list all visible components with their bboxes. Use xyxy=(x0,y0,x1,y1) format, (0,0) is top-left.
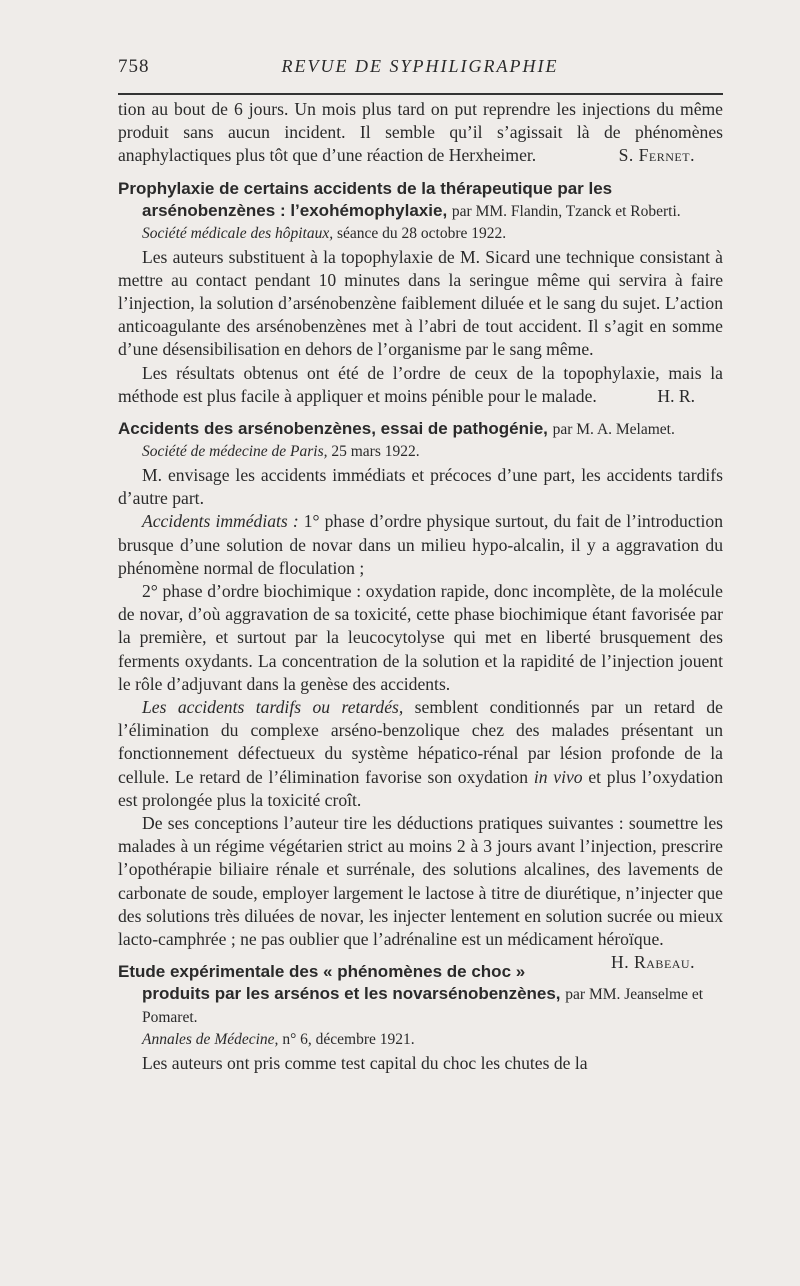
emphasis: in vivo xyxy=(533,766,583,787)
running-title: REVUE DE SYPHILIGRAPHIE xyxy=(281,56,559,76)
journal-name-2: Société de médecine de Paris, xyxy=(142,443,328,461)
article-authors-2: par M. A. Melamet. xyxy=(552,421,675,439)
signature-fernet: S. Fernet. xyxy=(618,145,695,166)
intro-text: tion au bout de 6 jours. Un mois plus tard on put reprendre les injections du même produit sans aucun incident. Il semble qu’il s’agissait là de phénomènes anaphylactiques plus tôt que d’une réaction de Herxheimer. xyxy=(118,99,723,166)
article-title-2-text: Accidents des arsénobenzènes, essai de pathogénie, xyxy=(118,419,548,439)
reference-date-1: séance du 28 octobre 1922. xyxy=(336,224,507,242)
page-header xyxy=(118,56,722,86)
article-title-1-text: Prophylaxie de certains accidents de la thérapeutique par les arsénobenzènes : l’exohémophylaxie, xyxy=(118,178,613,220)
journal-name-1: Société médicale des hôpitaux, xyxy=(142,224,334,242)
paragraph-text: Les résultats obtenus ont été de l’ordre de ceux de la topophylaxie, mais la méthode est plus facile à appliquer et moins pénible pour le malade. xyxy=(118,362,723,406)
journal-name-3: Annales de Médecine, xyxy=(142,1031,279,1049)
signature-hr: H. R. xyxy=(657,385,695,406)
intro-paragraph xyxy=(118,98,723,168)
reference-date-2: 25 mars 1922. xyxy=(331,443,420,461)
paragraph xyxy=(118,510,723,580)
paragraph-text: 1° phase d’ordre physique surtout, du fait de l’introduction brusque d’une solution de novar dans un milieu hypo-alcalin, il y a aggravation du phénomène normal de floculation ; xyxy=(118,511,723,578)
article-title-1 xyxy=(118,178,723,223)
article-authors-3: par MM. Jeanselme et Pomaret. xyxy=(142,986,704,1027)
paragraph-text: De ses conceptions l’auteur tire les déductions pratiques suivantes : soumettre les malades à un régime végétarien strict au moins 2 à 3 jours avant l’injection, prescrire l’opothérapie biliaire rénale et surrénale, des solutions alcalines, des lavements de carbonate de soude, employer largement le lactose à titre de diurétique, n’injecter que des solutions très diluées de novar, les injecter lentement en solution sucrée ou mieux lacto-camphrée ; ne pas oublier que l’adrénaline est un médicament héroïque. xyxy=(118,813,723,950)
article-reference-3 xyxy=(118,1029,723,1050)
paragraph: Les auteurs ont pris comme test capital du choc les chutes de la xyxy=(142,1053,588,1074)
article-title-3-text: Etude expérimentale des « phénomènes de choc » produits par les arsénos et les novarsénobenzènes, xyxy=(118,962,561,1004)
paragraph-text: et plus l’oxydation est prolongée plus la toxicité croît. xyxy=(118,766,723,810)
emphasis: Les accidents tardifs ou retardés, xyxy=(142,697,404,718)
paragraph xyxy=(118,362,723,408)
header-rule xyxy=(118,93,723,95)
article-title-2 xyxy=(118,418,723,441)
paragraph-text: semblent conditionnés par un retard de l’élimination du complexe arséno-benzolique chez des malades présentant un fonctionnement défectueux du système hépatico-rénal par lésion profonde de la cellule. Le retard de l’élimination favorise son oxydation xyxy=(118,697,723,787)
paragraph xyxy=(118,696,723,812)
page-body xyxy=(118,98,723,1076)
signature-rabeau: H. Rabeau. xyxy=(611,952,695,973)
emphasis: Accidents immédiats : xyxy=(142,511,299,532)
reference-date-3: n° 6, décembre 1921. xyxy=(282,1031,415,1049)
article-reference-2 xyxy=(118,441,723,462)
paragraph xyxy=(118,812,723,973)
paragraph: 2° phase d’ordre biochimique : oxydation rapide, donc incomplète, de la molécule de novar, d’où aggravation de sa toxicité, cette phase biochimique étant favorisée par la première, et surtout par la leucocytolyse qui met en liberté brusquement des ferments oxydants. La concentration de la solution et la rapidité de l’injection jouent le rôle d’adjuvant dans la genèse des accidents. xyxy=(118,581,723,694)
paragraph: M. envisage les accidents immédiats et précoces d’une part, les accidents tardifs d’autre part. xyxy=(118,465,723,509)
article-authors-1: par MM. Flandin, Tzanck et Roberti. xyxy=(451,202,681,220)
page-number: 758 xyxy=(118,56,150,77)
paragraph: Les auteurs substituent à la topophylaxie de M. Sicard une technique consistant à mettre au contact pendant 10 minutes dans la seringue même qui servira à faire l’injection, la solution d’arsénobenzène faiblement diluée et le sang du sujet. L’action anticoagulante des arsénobenzènes met à l’abri de tout accident. Il s’agit en somme d’une désensibilisation en dehors de l’organisme par le sang même. xyxy=(118,246,723,360)
article-reference-1 xyxy=(118,223,723,244)
